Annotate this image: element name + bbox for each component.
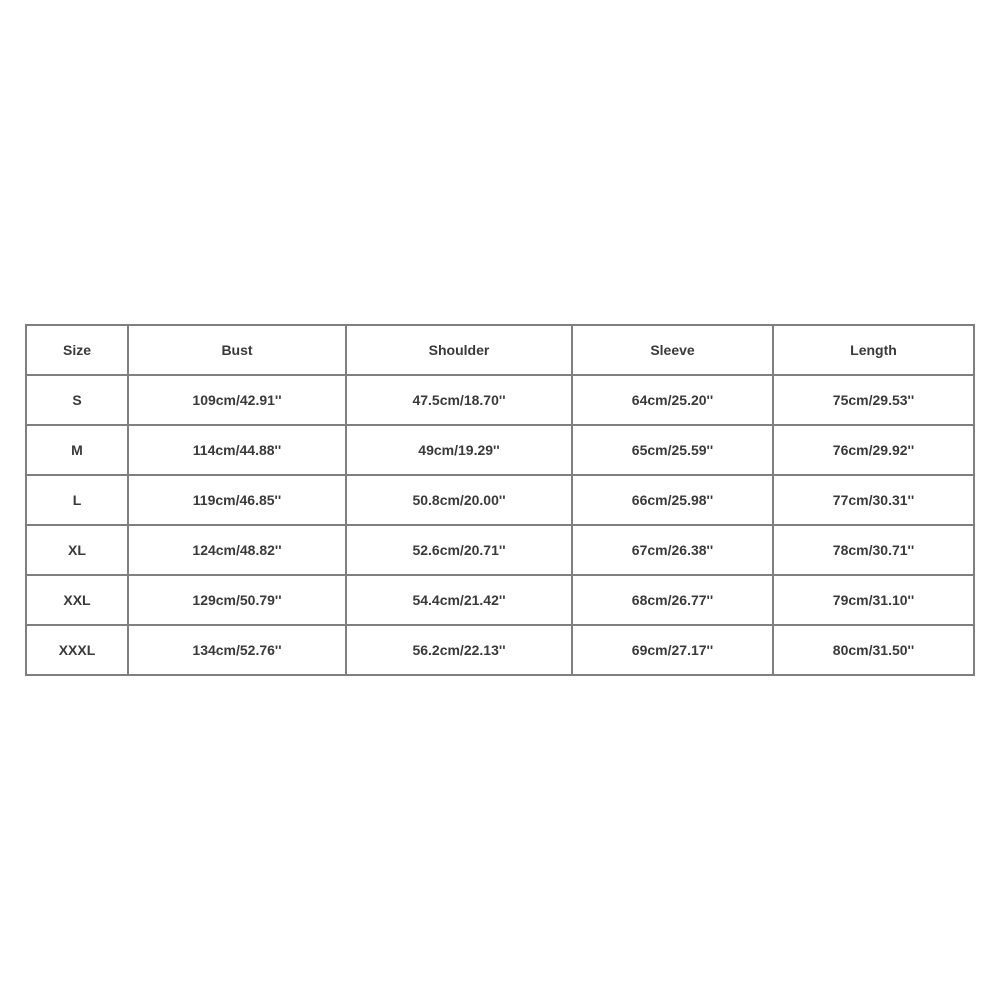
cell-sleeve: 69cm/27.17'' [572, 625, 773, 675]
cell-sleeve: 65cm/25.59'' [572, 425, 773, 475]
cell-bust: 114cm/44.88'' [128, 425, 346, 475]
size-chart-table [25, 324, 975, 676]
cell-shoulder: 54.4cm/21.42'' [346, 575, 572, 625]
table-row [26, 575, 974, 625]
cell-bust: 134cm/52.76'' [128, 625, 346, 675]
cell-size: S [26, 375, 128, 425]
cell-bust: 109cm/42.91'' [128, 375, 346, 425]
header-size: Size [26, 325, 128, 375]
header-shoulder: Shoulder [346, 325, 572, 375]
cell-size: XXL [26, 575, 128, 625]
cell-length: 76cm/29.92'' [773, 425, 974, 475]
cell-shoulder: 52.6cm/20.71'' [346, 525, 572, 575]
table-header-row [26, 325, 974, 375]
cell-shoulder: 56.2cm/22.13'' [346, 625, 572, 675]
header-length: Length [773, 325, 974, 375]
table-row [26, 625, 974, 675]
header-sleeve: Sleeve [572, 325, 773, 375]
cell-size: XL [26, 525, 128, 575]
header-bust: Bust [128, 325, 346, 375]
cell-size: L [26, 475, 128, 525]
cell-length: 80cm/31.50'' [773, 625, 974, 675]
cell-length: 78cm/30.71'' [773, 525, 974, 575]
cell-length: 75cm/29.53'' [773, 375, 974, 425]
cell-bust: 124cm/48.82'' [128, 525, 346, 575]
cell-size: XXXL [26, 625, 128, 675]
cell-shoulder: 47.5cm/18.70'' [346, 375, 572, 425]
cell-bust: 119cm/46.85'' [128, 475, 346, 525]
cell-sleeve: 67cm/26.38'' [572, 525, 773, 575]
cell-sleeve: 64cm/25.20'' [572, 375, 773, 425]
cell-shoulder: 49cm/19.29'' [346, 425, 572, 475]
cell-sleeve: 68cm/26.77'' [572, 575, 773, 625]
table-row [26, 375, 974, 425]
table-row [26, 475, 974, 525]
cell-sleeve: 66cm/25.98'' [572, 475, 773, 525]
cell-bust: 129cm/50.79'' [128, 575, 346, 625]
cell-shoulder: 50.8cm/20.00'' [346, 475, 572, 525]
table-row [26, 525, 974, 575]
cell-size: M [26, 425, 128, 475]
table-row [26, 425, 974, 475]
cell-length: 79cm/31.10'' [773, 575, 974, 625]
cell-length: 77cm/30.31'' [773, 475, 974, 525]
